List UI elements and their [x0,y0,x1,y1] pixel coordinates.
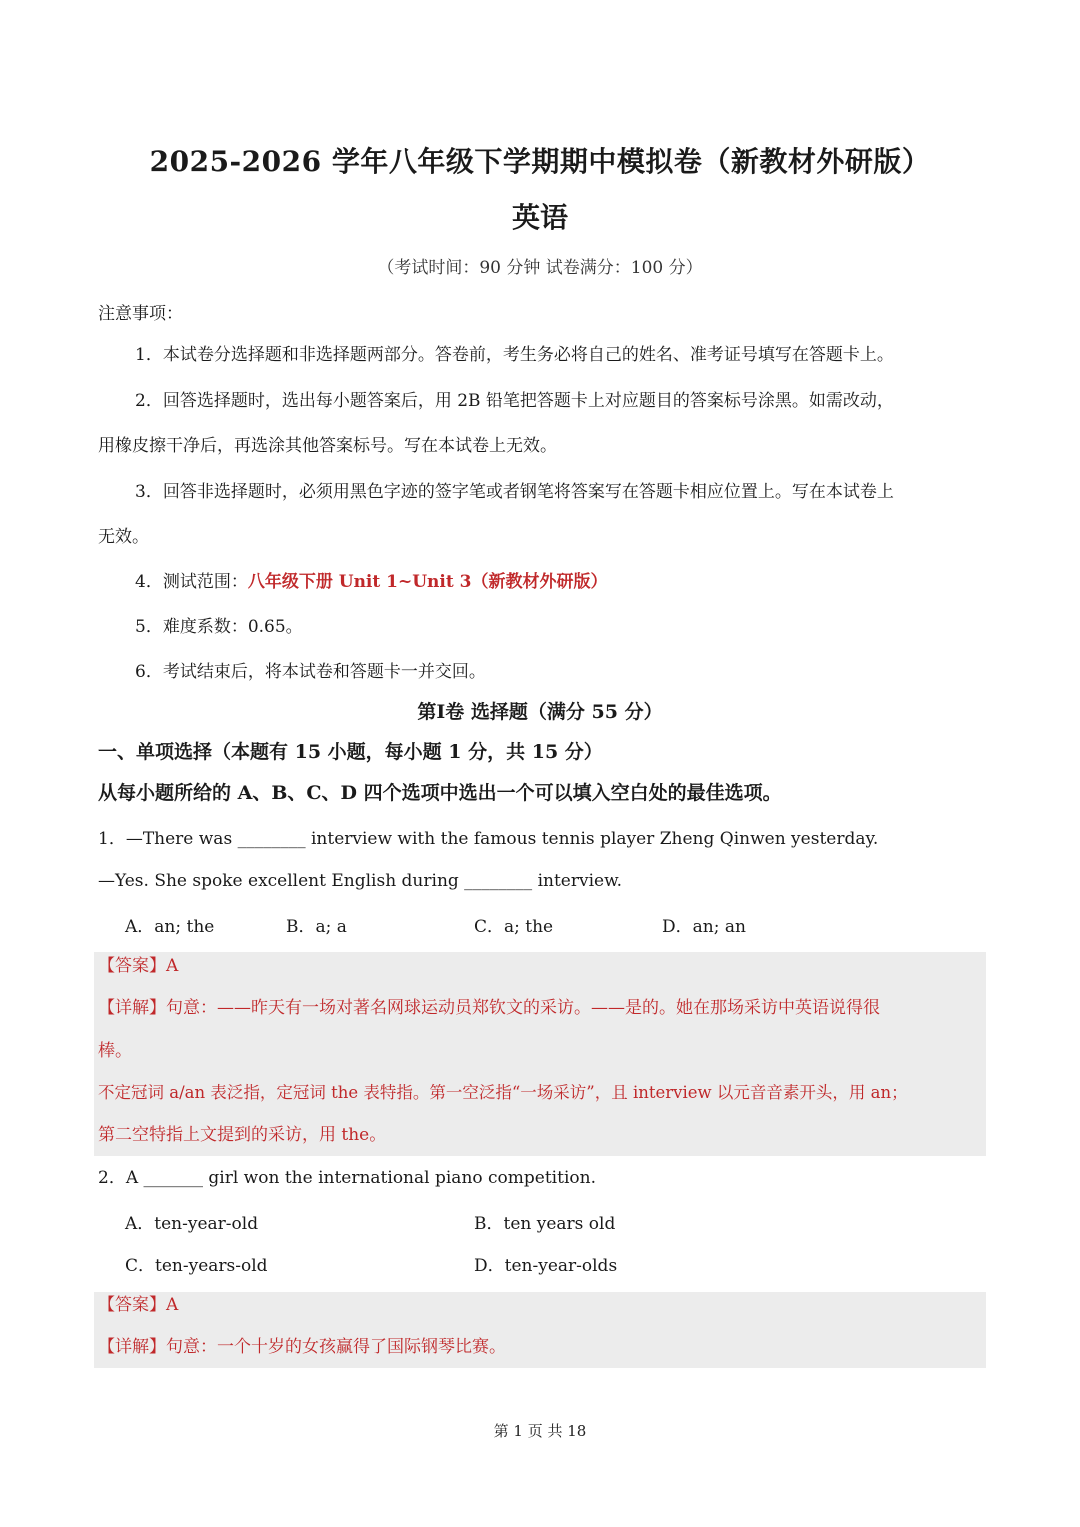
page-title: 2025-2026 学年八年级下学期期中模拟卷（新教材外研版） [149,145,931,178]
notes-heading: 注意事项： [98,304,183,324]
page-number: 第 1 页 共 18 [493,1422,587,1440]
note-item-3: 3．回答非选择题时，必须用黑色字迹的签字笔或者钢笔将答案写在答题卡相应位置上。写在本试卷上 [135,482,894,502]
option-a: A．an; the [125,917,215,937]
detail-1-line-2: 棒。 [98,1041,132,1061]
detail-2-label: 【详解】 [98,1337,166,1357]
option-c: C．a; the [474,917,554,937]
question-1-line-2: —Yes. She spoke excellent English during ________ interview. [98,871,623,891]
detail-1-line-3: 不定冠词 a/an 表泛指，定冠词 the 表特指。第一空泛指“一场采访”，且 interview 以元音音素开头，用 an； [98,1083,908,1102]
note-item-2: 2．回答选择题时，选出每小题答案后，用 2B 铅笔把答题卡上对应题目的答案标号涂黑。如需改动， [135,391,894,411]
exam-info: （考试时间：90 分钟 试卷满分：100 分） [377,258,703,278]
detail-2-line-1 [98,1336,506,1358]
option-b: B．a; a [286,917,347,937]
note-item-4-label: 4．测试范围： [135,572,248,592]
detail-1-line-4: 第二空特指上文提到的采访，用 the。 [98,1125,387,1145]
detail-1-line-1 [98,997,880,1019]
option-d: D．an; an [662,917,746,937]
section-instruction: 从每小题所给的 A、B、C、D 四个选项中选出一个可以填入空白处的最佳选项。 [98,782,782,804]
answer-1: 【答案】A [98,956,179,976]
detail-1-text: 句意：——昨天有一场对著名网球运动员郑钦文的采访。——是的。她在那场采访中英语说得很 [166,998,880,1018]
test-scope: 八年级下册 Unit 1~Unit 3（新教材外研版） [247,572,608,592]
section-title: 一、单项选择（本题有 15 小题，每小题 1 分，共 15 分） [98,741,603,763]
detail-2-text: 句意：一个十岁的女孩赢得了国际钢琴比赛。 [166,1337,506,1357]
detail-1-label: 【详解】 [98,998,166,1018]
q2-option-c: C．ten-years-old [125,1256,268,1276]
q2-option-b: B．ten years old [474,1214,616,1234]
part-title: 第Ⅰ卷 选择题（满分 55 分） [417,701,663,723]
q2-option-a: A．ten-year-old [125,1214,259,1234]
question-1-line-1: 1．—There was ________ interview with the famous tennis player Zheng Qinwen yesterday. [98,829,879,849]
note-item-4 [135,571,607,593]
note-item-2-cont: 用橡皮擦干净后，再选涂其他答案标号。写在本试卷上无效。 [98,436,557,456]
note-item-5: 5．难度系数：0.65。 [135,617,303,637]
note-item-3-cont: 无效。 [98,527,149,547]
q2-option-d: D．ten-year-olds [474,1256,618,1276]
subject-title: 英语 [511,201,568,234]
note-item-1: 1．本试卷分选择题和非选择题两部分。答卷前，考生务必将自己的姓名、准考证号填写在答题卡上。 [135,345,894,365]
question-2-line-1: 2．A _______ girl won the international piano competition. [98,1168,596,1188]
answer-2: 【答案】A [98,1295,179,1315]
note-item-6: 6．考试结束后，将本试卷和答题卡一并交回。 [135,662,486,682]
